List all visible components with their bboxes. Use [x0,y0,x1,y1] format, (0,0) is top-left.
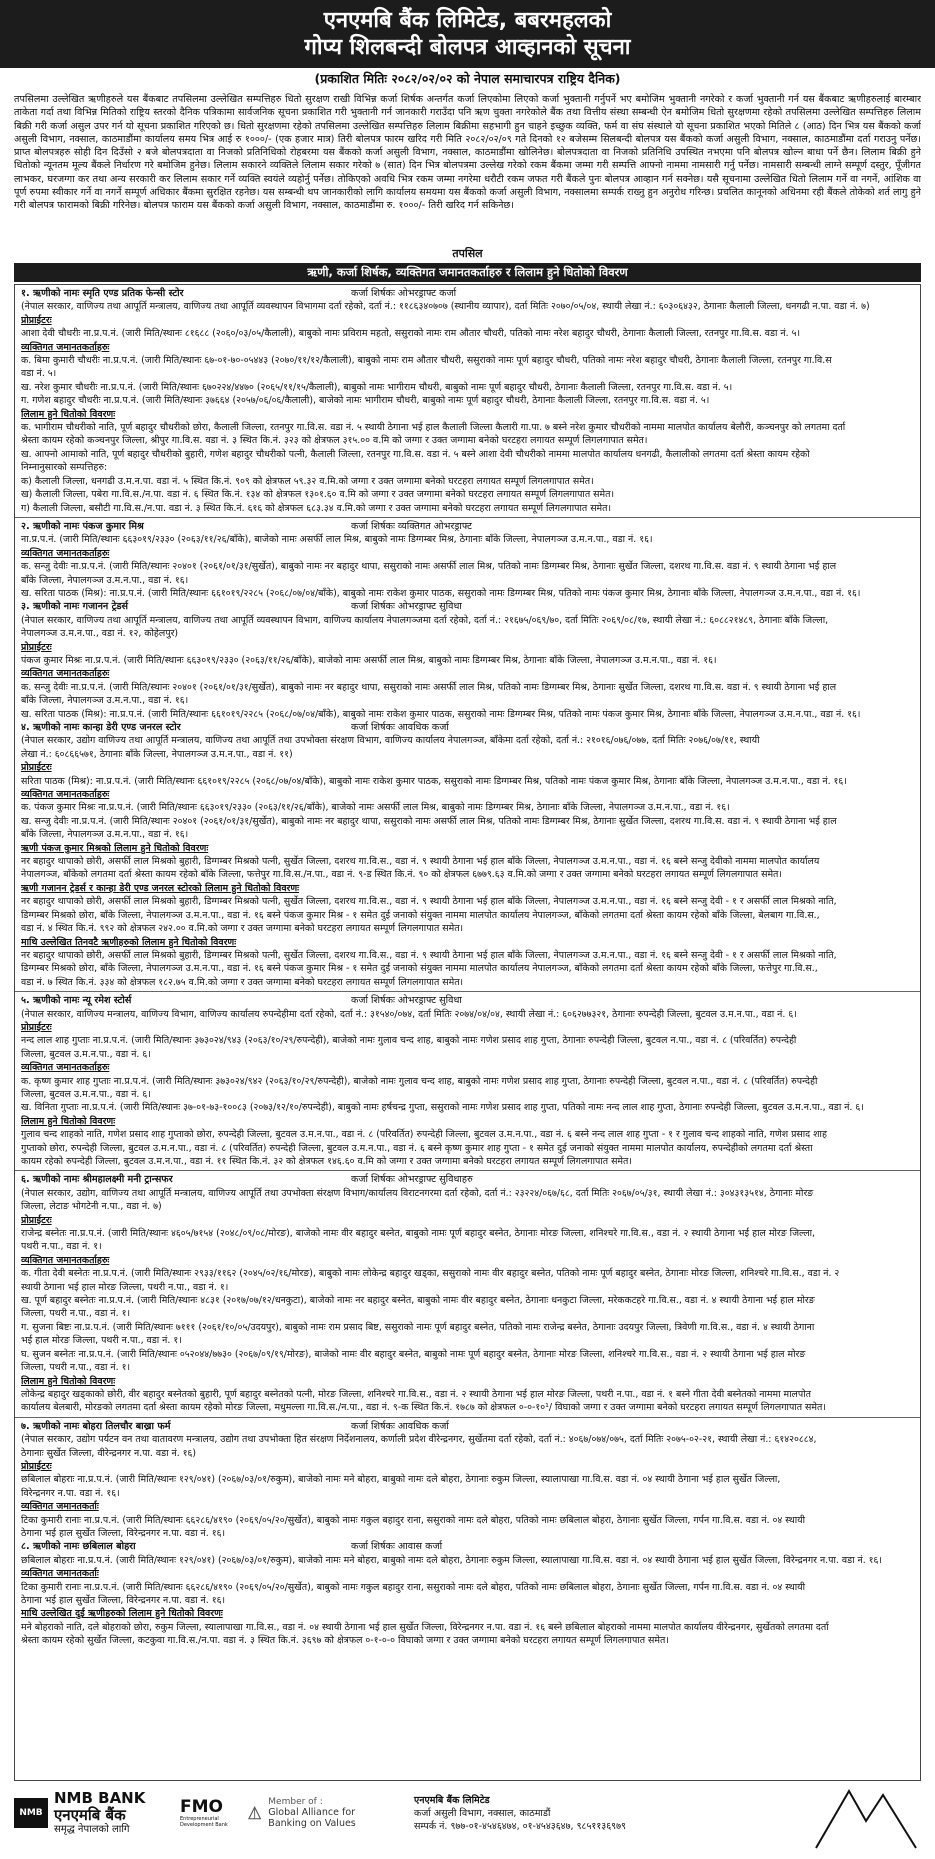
nmb-tagline: समृद्ध नेपालको लागि [54,1824,130,1835]
guarantor-line: ख. सरिता पाठक (मिश्र): ना.प्र.प.नं. (जारी मिति/स्थानः ६६१०१९/२२८५ (२०६८/०७/०४/बाँके), बाबुको नामः राकेश कुमार पाठक, ससुराको नामः डिग्गम्बर मिश्र, पतिको नामः पंकज कुमार मिश्र, ठेगानाः बाँके जिल्ला, नेपालगञ्ज उ.म.न.पा., वडा नं. १६। [21,708,861,720]
borrower-section-7-8 [15,1417,920,1650]
registration-line: लेखा नं.: ६०८६६५७१, ठेगानाः बाँके जिल्ला, नेपालगञ्ज उ.म.न.पा., वडा नं. ११) [21,748,293,760]
guarantor-line: टिका कुमारी रानाः ना.प्र.प.नं. (जारी मिति/स्थानः ६६२८६/४१९० (२०६९/०५/२०/सुर्खेत), बाबुको नामः गकुल बहादुर राना, ससुराको नामः दले बोहरा, पतिको नामः छबिलाल बोहरा, ठेगानाः सुर्खेत जिल्ला, गर्पन गा.वि.स. वडा नं. ०४ स्थायी [21,1581,806,1593]
collateral-line: मने बोहराको नाति, दले बोहराको छोरा, रुकुम जिल्ला, स्यालापाखा गा.वि.स., वडा नं. ०४ स्थायी ठेगाना भई हाल सुर्खेत जिल्ला, विरेन्द्रनगर न.पा. वडा नं. १६ बस्ने छबिलाल बोहराको नाममा मालपोत कार्यालय वीरेन्द्रनगर, सुर्खेतको लगतमा दर्ता [21,1621,829,1633]
mountain-logo-icon [811,1773,921,1853]
borrower-title-row [21,721,914,734]
guarantor-line: ग. गणेश बहादुर चौधरीः ना.प्र.प.नं. (जारी मिति/स्थानः ३७६६४ (२०५७/०६/०६/कैलाली), बाजेको नामः भागीराम चौधरी, बाबुको नामः पूर्ण बहादुर चौधरी, ठेगानाः कैलाली जिल्ला, रतनपुर गा.वि.स. वडा नं. ५। [21,395,710,407]
guarantor-label: व्यक्तिगत जमानतकर्ताः [21,1568,99,1580]
registration-line: (नेपाल सरकार, उद्योग, वाणिज्य तथा आपूर्ति मन्त्रालय, वाणिज्य आपूर्ति तथा उपभोक्ता संरक्षण विभाग/कार्यालय विराटनगरमा दर्ता रहेको, दर्ता नं.: २३२२४/०६७/६८, दर्ता मितिः २०६७/०५/३१, स्थायी लेखा नं.: ३०४३१३५१४, ठेगानाः मोरङ [21,1187,814,1199]
guarantor-line: स्थायी ठेगाना भई हाल मोरङ जिल्ला, पथरी न.पा., वडा नं. १। [21,1281,229,1293]
credit-heading: कर्जा शिर्षकः आवधिक कर्जा [351,722,449,733]
borrower-name: ३. ऋणीको नामः गजानन ट्रेडर्स [21,601,129,613]
collateral-label: माथि उल्लेखित तिनवटै ऋणीहरुको लिलाम हुने धितोको विवरणः [21,936,237,948]
collateral-line: कायम रहेको रुपन्देही जिल्ला, बुटवल उ.म.न.पा., वडा नं. ११ स्थित कि.नं. ३२ को क्षेत्रफल १४६.६० व.मि को जग्गा र उक्त जग्गामा बनेको घरटहरा लगायत सम्पूर्ण लिगलगापात समेत। [21,1156,632,1167]
guarantor-label: व्यक्तिगत जमानतकर्ताहरुः [21,341,110,353]
collateral-line: कार्यालय बेलबारी, मोरङको लगतमा दर्ता श्रेस्ता कायम रहेको मोरङ जिल्ला, मधुमल्ला गा.वि.स./न.पा., वडा नं. ९-क स्थित कि.नं. १७८७ को क्षेत्रफल ०-०-१०¹/ विघाको जग्गा र उक्त जग्गामा बनेको घरटहरा लगायत सम्पूर्ण लिगलगापात समेत। [21,1402,826,1414]
registration-line: नेपालगञ्ज उ.म.न.पा., वडा नं. १२, कोहेलपुर) [21,628,179,640]
guarantor-label: व्यक्तिगत जमानतकर्ताहरुः [21,1254,110,1266]
nmb-name-np: एनएमबि बैंक [54,1806,126,1824]
collateral-line: श्रेस्ता कायम रहेको सुर्खेत जिल्ला, कटकुवा गा.वि.स./न.पा. वडा नं. ३ स्थित कि.नं. ३६९७ को क्षेत्रफल ०-१-०-० विघाको जग्गा र उक्त जग्गामा बनेको घरटहरा लगायत सम्पूर्ण लिगलगापात समेत। [21,1635,669,1647]
table-heading-bar: ऋणी, कर्जा शिर्षक, व्यक्तिगत जमानतकर्ताहरु र लिलाम हुने धितोको विवरण [14,263,921,282]
borrower-title-row [21,287,914,300]
guarantor-line: जिल्ला, पथरी न.पा., वडा नं. १। [21,1308,131,1320]
registration-line: (नेपाल सरकार, वाणिज्य मन्त्रालय, वाणिज्य विभाग, वाणिज्य कार्यालय रुपन्देहीमा दर्ता रहेको, दर्ता नं.: ३१५४०/०७४, दर्ता मितिः २०७४/०४/०४, स्थायी लेखा नं.: ६०६२७७३२१, ठेगानाः रुपन्देही जिल्ला, बुटवल उ.म.न.पा., वडा नं. ६। [21,1008,797,1020]
collateral-line: ग) कैलाली जिल्ला, बसौटी गा.वि.स./न.पा. वडा नं. ३ स्थित कि.नं. ६१६ को क्षेत्रफल ६८३.३४ व.मि.को जग्गा र उक्त जग्गामा बनेको घरटहरा लगायत सम्पूर्ण लिगलगापात समेत। [21,502,612,514]
collateral-line: वडा नं. ४ स्थित कि.नं. ९९२ को क्षेत्रफल २४२.०० व.मि.को जग्गा र उक्त जग्गामा बनेको घरटहरा लगायत सम्पूर्ण लिगलगापात समेत। [21,923,464,935]
fmo-logo [180,1798,240,1828]
proprietor-label: प्रोप्राईटरः [21,1021,52,1033]
borrower-table [14,284,921,1781]
borrower-title-row [21,994,914,1007]
footer [0,1767,935,1859]
gabv-membership [246,1797,396,1829]
borrower-title-row [21,600,914,613]
borrower-name: ६. ऋणीको नामः श्रीमहालक्ष्मी मनी ट्रान्सफर [21,1174,173,1186]
member-of-label: Member of : [268,1797,323,1807]
guarantor-line: भई हाल मोरङ जिल्ला, पथरी न.पा., वडा नं. १। [21,1335,182,1347]
collateral-line: नेपालगञ्ज, बाँकेको लगतमा दर्ता श्रेस्ता कायम रहेको बाँके जिल्ला, फत्तेपुर गा.वि.स./न.पा., वडा नं. ९-ड स्थित कि.नं. ९० को क्षेत्रफल ६७७९.६३ व.मि.को जग्गा र उक्त जग्गामा बनेको घरटहरा लगायत सम्पूर्ण लिगलगापात समेत। [21,869,782,881]
credit-heading: कर्जा शिर्षकः आवास कर्जा [351,1541,443,1553]
credit-heading: कर्जा शिर्षकः ओभरड्राफ्ट सुविधा [351,995,462,1007]
collateral-line: श्रेस्ता कायम रहेको कञ्चनपुर जिल्ला, श्रीपुर गा.वि.स. वडा नं. ३ स्थित कि.नं. ३२३ को क्षेत्रफल ३१५.०० व.मि को जग्गा र उक्त जग्गामा बनेको घरटहरा लगायत सम्पूर्ण लिगलगापात समेत। [21,435,648,447]
guarantor-label: व्यक्तिगत जमानतकर्ताः [21,1501,99,1513]
borrower-section-2-4 [15,517,920,991]
collateral-line: नर बहादुर थापाको छोरी, असर्फी लाल मिश्रको बुहारी, डिग्गम्बर मिश्रको पत्नी, सुर्खेत जिल्ला, दशरथ गा.वि.स., वडा नं. ९ स्थायी ठेगाना भई हाल बाँके जिल्ला, नेपालगञ्ज उ.म.न.पा., वडा नं. १६ बस्ने सन्जु देवी - १ र असर्फी लाल मिश्रको नाति, [21,949,837,961]
proprietor-line: पथरी न.पा., वडा नं. १। [21,1241,102,1253]
credit-heading: कर्जा शिर्षकः ओभरड्राफ्ट सुविधा [351,601,462,613]
collateral-line: वडा नं. ७ स्थित कि.नं. ३३४ को क्षेत्रफल १८२.७५ व.मि.को जग्गा र उक्त जग्गामा बनेको घरटहरा लगायत सम्पूर्ण लिगलगापात समेत। [21,976,464,988]
collateral-line: निम्नानुसारको सम्पत्तिहरु: [21,462,108,474]
proprietor-label: प्रोप्राईटरः [21,641,52,653]
collateral-line: क. भागीराम चौधरीको नाति, पूर्ण बहादुर चौधरीको छोरा, कैलाली जिल्ला, रतनपुर गा.वि.स. वडा नं. ५ स्थायी ठेगाना भई हाल कैलाली जिल्ला कैलारी गा.पा. ७ बस्ने नरेश कुमार चौधरीको नाममा मालपोत कार्यालय बेलौरी, कञ्चनपुर को लगतमा दर्ता [21,422,846,434]
guarantor-line: ख. पूर्ण बहादुर बस्नेतः ना.प्र.प.नं. (जारी मिति/स्थानः ४८३१ (२०१७/०७/१२/धनकुटा), बाजेको नामः नर बहादुर बस्नेत, बाबुको नामः वीर बहादुर बस्नेत, ठेगानाः धनकुटा जिल्ला, मरेककटहरे गा.वि.स., वडा नं. ४ स्थायी ठेगाना भई हाल मोरङ [21,1295,815,1307]
guarantor-line: क. कृष्ण कुमार शाह गुप्ताः ना.प्र.प.नं. (जारी मिति/स्थानः ३७३०२४/९४२ (२०६३/१०/२९/रुपन्देही), बाजेको नामः गुलाव चन्द शाह, बाबुको नामः गणेश प्रसाद शाह गुप्ता, ठेगानाः रुपन्देही जिल्ला, बुटवल न.पा., वडा नं. ८ (परिवर्तित) रुपन्देही [21,1075,818,1087]
gabv-leaf-icon [246,1801,263,1825]
borrower-title-row [21,1420,914,1433]
guarantor-label: व्यक्तिगत जमानतकर्ताहरुः [21,668,110,680]
credit-heading: कर्जा शिर्षकः व्यक्तिगत ओभरड्राफ्ट [351,520,472,532]
guarantor-line: ख. सन्जु देवीः ना.प्र.प.नं. (जारी मिति/स्थानः २०४०१ (२०६१/०१/३१/सुर्खेत), बाबुको नामः नर बहादुर थापा, ससुराको नामः असर्फी लाल मिश्र, पतिको नामः डिग्गम्बर मिश्र, ठेगानाः सुर्खेत जिल्ला, दशरथ गा.वि.स. वडा नं. ९ स्थायी ठेगाना भई हाल [21,815,837,827]
guarantor-line: वडा नं. ५। [21,368,57,380]
guarantor-line: बाँके जिल्ला, नेपालगञ्ज उ.म.न.पा., वडा नं. १६। [21,695,189,707]
fmo-subtitle: Entrepreneurial Development Bank [180,1816,228,1828]
proprietor-line: नन्द लाल शाह गुप्ताः ना.प्र.प.नं. (जारी मिति/स्थानः ३७३०२४/९४३ (२०६३/१०/२९/रुपन्देही), बाजेको नामः गुलाव चन्द शाह, बाबुको नामः गणेश प्रसाद शाह गुप्ता, ठेगानाः रुपन्देही जिल्ला, बुटवल न.पा., वडा नं. ८ (परिवर्तित) रुपन्देही [21,1035,797,1047]
title-line-2: गोप्य शिलबन्दी बोलपत्र आव्हानको सूचना [304,35,631,60]
borrower-section-6 [15,1170,920,1416]
proprietor-line: जिल्ला, बुटवल उ.म.न.पा., वडा नं. ६। [21,1048,151,1060]
credit-heading: कर्जा शिर्षकः ओभरड्राफ्ट कर्जा [351,288,457,299]
collateral-line: नर बहादुर थापाको छोरी, असर्फी लाल मिश्रको बुहारी, डिग्गम्बर मिश्रको पत्नी, सुर्खेत जिल्ला, दशरथ गा.वि.स., वडा नं. ९ स्थायी ठेगाना भई हाल बाँके जिल्ला, नेपालगञ्ज उ.म.न.पा., वडा नं. १६ बस्ने सन्जु देवीको नाममा मालपोत कार्यालय [21,856,820,868]
registration-line: जिल्ला, लेटाङ भोगटेनी न.पा., वडा नं. ७) [21,1201,162,1213]
proprietor-line: सरिता पाठक (मिश्र): ना.प्र.प.नं. (जारी मिति/स्थानः ६६१०१९/२२८५ (२०६८/०७/०४/बाँके), बाबुको नामः राकेश कुमार पाठक, ससुराको नामः डिग्गम्बर मिश्र, पतिको नामः पंकज कुमार मिश्र, ठेगानाः बाँके जिल्ला, नेपालगञ्ज उ.म.न.पा., वडा नं. १६। [21,775,847,787]
guarantor-line: क. सन्जु देवीः ना.प्र.प.नं. (जारी मिति/स्थानः २०४०१ (२०६१/०१/३१/सुर्खेत), बाबुको नामः नर बहादुर थापा, ससुराको नामः असर्फी लाल मिश्र, पतिको नामः डिग्गम्बर मिश्र, ठेगानाः सुर्खेत जिल्ला, दशरथ गा.वि.स. वडा नं. ९ स्थायी ठेगाना भई हाल [21,561,837,573]
guarantor-label: व्यक्तिगत जमानतकर्ताहरुः [21,789,110,801]
proprietor-line: पंकज कुमार मिश्रः ना.प्र.प.नं. (जारी मिति/स्थानः ६६३०१९/२३३० (२०६३/११/२६/बाँके), बाजेको नामः असर्फी लाल मिश्र, बाबुको नामः डिग्गम्बर मिश्र, ठेगानाः बाँके जिल्ला, नेपालगञ्ज उ.म.न.पा., वडा नं. १६। [21,654,717,666]
guarantor-label: व्यक्तिगत जमानतकर्ताहरुः [21,547,110,559]
proprietor-line: विरेन्द्रनगर न.पा. वडा नं. १६। [21,1487,120,1499]
borrower-section-1 [15,285,920,517]
guarantor-line: जिल्ला, पथरी न.पा., वडा नं. १। [21,1362,131,1374]
gabv-name: Global Alliance for Banking on Values [268,1807,356,1829]
credit-heading: कर्जा शिर्षकः आवधिक कर्जा [351,1420,449,1432]
proprietor-label: प्रोप्राईटरः [21,762,52,774]
nmb-brand [14,1790,174,1836]
guarantor-line: बाँके जिल्ला, नेपालगञ्ज उ.म.न.पा., वडा नं. १६। [21,574,189,586]
collateral-line: गुप्ताको छोरा, रुपन्देही जिल्ला, बुटवल उ.म.न.पा., वडा नं. ८ (परिवर्तित) रुपन्देही जिल्ला, बुटवल उ.म.न.पा., वडा नं. ६ बस्ने कृष्ण कुमार शाह गुप्ता - १ समेत दुई जनाको संयुक्त नाममा मालपोत कार्यालय, रुपन्देहीको लगतमा दर्ता श्रेस्ता [21,1142,813,1154]
guarantor-line: ख. विनिता गुप्ताः ना.प्र.प.नं. (जारी मिति/स्थानः ३७-०१-७३-१००८३ (२०७३/१२/१०/रुपन्देही), बाबुको नामः हर्षचन्द्र गुप्ता, ससुराको नामः गणेश प्रसाद शाह गुप्ता, पतिको नामः नन्द लाल शाह गुप्ता, ठेगानाः रुपन्देही जिल्ला, बुटवल उ.म.न.पा., वडा नं. ६। [21,1102,864,1114]
borrower-id-line: छबिलाल बोहराः ना.प्र.प.नं. (जारी मिति/स्थानः १२९/०४१) (२०६७/०३/०१/रुकुम), बाजेको नामः मने बोहरा, बाबुको नामः दले बोहरा, ठेगानाः रुकुम जिल्ला, स्यालापाखा गा.वि.स. वडा नं. ०४ स्थायी ठेगाना भई हाल सुर्खेत जिल्ला, विरेन्द्रनगर न.पा. वडा नं. १६। [21,1554,882,1566]
guarantor-line: ख. सरिता पाठक (मिश्र): ना.प्र.प.नं. (जारी मिति/स्थानः ६६१०१९/२२८५ (२०६८/०७/०४/बाँके), बाबुको नामः राकेश कुमार पाठक, ससुराको नामः डिग्गम्बर मिश्र, पतिको नामः पंकज कुमार मिश्र, ठेगानाः बाँके जिल्ला, नेपालगञ्ज उ.म.न.पा., वडा नं. १६। [21,587,861,599]
borrower-name: ५. ऋणीको नामः न्यू रमेश स्टोर्स [21,995,132,1007]
contact-block [414,1794,704,1833]
borrower-title-row [21,1540,914,1553]
contact-phone: सम्पर्क नं. ९७७-०१-४५४६४७४, ०१-४५४३६४७, ९८५११३६९७९ [414,1820,626,1832]
collateral-line: क) कैलाली जिल्ला, धनगढी उ.म.न.पा. वडा नं. ५ स्थित कि.नं. ९०९ को क्षेत्रफल ५९.३२ व.मि.को जग्गा र उक्त जग्गामा बनेको घरटहरा लगायत सम्पूर्ण लिगलगापात समेत। [21,475,594,487]
proprietor-label: प्रोप्राईटरः [21,314,52,326]
guarantor-line: जिल्ला, बुटवल उ.म.न.पा., वडा नं. ६। [21,1088,151,1100]
registration-line: (नेपाल सरकार, उद्योग पर्यटन वन तथा वातावरण मन्त्रालय, उद्योग तथा उपभोक्ता हित संरक्षण निर्देशनालय, कर्णाली प्रदेश वीरेन्द्रनगर, सुर्खेतमा दर्ता रहेको, दर्ता नं.: ४०६७/०७४/०७५, दर्ता मितिः २०७५-०२-२१, स्थायी लेखा नं.: ६१४२०८८४, [21,1434,817,1446]
contact-department: कर्जा असुली विभाग, नक्साल, काठमाडौं [414,1807,551,1819]
collateral-line: ख) कैलाली जिल्ला, पबेरा गा.वि.स./न.पा. वडा नं. ६ स्थित कि.नं. १३४ को क्षेत्रफल १३०१.६० व.मि को जग्गा र उक्त जग्गामा बनेको घरटहरा लगायत सम्पूर्ण लिगलगापात समेत। [21,489,614,501]
title-line-1: एनएमबि बैंक लिमिटेड, बबरमहलको [323,8,612,33]
guarantor-line: घ. सुजन बस्नेतः ना.प्र.प.नं. (जारी मिति/स्थानः ०५२०४४/७७३० (२०६७/०९/१९/मोरङ), बाजेको नामः वीर बहादुर बस्नेत, बाबुको नामः पूर्ण बहादुर बस्नेत, ठेगानाः मोरङ जिल्ला, शनिश्चरे गा.वि.स., वडा नं. २ स्थायी ठेगाना भई हाल मोरङ [21,1348,806,1360]
guarantor-line: ठेगाना भई हाल सुर्खेत जिल्ला, विरेन्द्रनगर न.पा. वडा नं. १६। [21,1595,226,1606]
proprietor-line: राजेन्द्र बस्नेतः ना.प्र.प.नं. (जारी मिति/स्थानः ४६०५/७१५४ (२०४८/०९/०८/मोरङ), बाजेको नामः वीर बहादुर बस्नेत, बाबुको नामः पूर्ण बहादुर बस्नेत, ठेगानाः मोरङ जिल्ला, शनिश्चरे गा.वि.स., वडा नं. २ स्थायी ठेगाना भई हाल मोरङ जिल्ला, [21,1228,816,1240]
collateral-label: लिलाम हुने धितोको विवरणः [21,1115,116,1127]
proprietor-label: प्रोप्राईटरः [21,1214,52,1226]
registration-line: (नेपाल सरकार, उद्योग वाणिज्य तथा आपूर्ति मन्त्रालय, वाणिज्य तथा आपूर्ति तथा उपभोक्ता संरक्षण विभाग, वाणिज्य कार्यालय नेपालगञ्ज, बाँकेमा दर्ता रहेको, दर्ता नं.: २१०१६/०७६/०७७, दर्ता मितिः २०७६/०७/११, स्थायी [21,735,760,747]
collateral-label: लिलाम हुने धितोको विवरणः [21,1375,116,1387]
guarantor-line: क. सन्जु देवीः ना.प्र.प.नं. (जारी मिति/स्थानः २०४०१ (२०६१/०१/३१/सुर्खेत), बाबुको नामः नर बहादुर थापा, ससुराको नामः असर्फी लाल मिश्र, पतिको नामः डिग्गम्बर मिश्र, ठेगानाः सुर्खेत जिल्ला, दशरथ गा.वि.स. वडा नं. ९ स्थायी ठेगाना भई हाल [21,681,837,693]
guarantor-line: क. गीता देवी बस्नेतः ना.प्र.प.नं. (जारी मिति/स्थानः २९३३/११६२ (२०४५/०२/१६/मोरङ), बाबुको नामः लोकेन्द्र बहादुर खड्का, ससुराको नामः वीर बहादुर बस्नेत, पतिको नामः पूर्ण बहादुर बस्नेत, ठेगानाः मोरङ जिल्ला, शनिश्चरे गा.वि.स., वडा नं. २ [21,1268,840,1280]
tapsil-heading: तपसिल [452,247,483,260]
guarantor-line: ग. सुजना बिष्टः ना.प्र.प.नं. (जारी मिति/स्थानः ७१११ (२०६१/१०/०५/उदयपुर), बाबुको नामः राम प्रसाद बिष्ट, ससुराको नामः पूर्ण बहादुर बस्नेत, पतिको नामः राजेन्द्र बस्नेत, ठेगानाः उदयपुर जिल्ला, त्रिवेणी गा.वि.स., वडा नं. ४ स्थायी ठेगाना [21,1321,815,1333]
publication-subtitle: (प्रकाशित मितिः २०८२/०२/०२ को नेपाल समाचारपत्र राष्ट्रिय दैनिक) [314,71,621,86]
intro-paragraph: तपसिलमा उल्लेखित ऋणीहरुले यस बैंकबाट तपसिलमा उल्लेखित सम्पत्तिहरु धितो सुरक्षण राखी विभिन्न कर्जा शिर्षक अन्तर्गत कर्जा लिएकोमा लिएको कर्जा भुक्तानी गर्नुपर्ने भए बमोजिम भुक्तानी नगरेको र कर्जा भुक्तानी गर्न यस बैंकबाट ऋणीहरुलाई बारम्बार ताकेता गर्दा तथा विभिन्न मितिको राष्ट्रिय स्तरको दैनिक पत्रिकामा सार्वजनिक सूचना प्रकाशित गरी भुक्तानी गर्न जानकारी गराउँदा पनि ऋण चुक्ता नगरेकोले बैंक तथा वित्तीय संस्था सम्बन्धी ऐन बमोजिम धितो सुरक्षणमा रहेको तपसिलमा उल्लेखित सम्पत्तिहरु लिलाम बिक्री गरी कर्जा असुल उपर गर्न यो सूचना प्रकाशित गरिएको छ। धितो सुरक्षणमा रहेको तपसिलमा उल्लेखित सम्पत्तिहरु लिलाम बिक्रीमा सहभागी हुन चाहने इच्छुक व्यक्ति, फर्म वा संघ संस्थाले यो सूचना प्रकाशित भएको मितिले ८ (आठ) दिन भित्र यस बैंकको कर्जा असुली विभाग, नक्साल, काठमाडौंमा कार्यालय समय भित्र आई रु १०००/- (एक हजार मात्र) तिरी बोलपत्र फारम खरिद गरी मिति २०८२/०२/०९ गते दिनको १२ बजेसम्म सिलबन्दी बोलपत्र यस बैंकको कर्जा असुली विभाग, नक्साल, काठमाडौंमा दर्ता गराउनु पर्नेछ। प्राप्त बोलपत्रहरु सोही दिन दिउँसो २ बजे बोलपत्रदाता वा निजको प्रतिनिधिको रोहबरमा यस बैंकको कर्जा असुली विभाग, नक्साल, काठमाडौंमा खोलिनेछ। बोलपत्रदाता वा निजको प्रतिनिधि उपस्थित नभएमा पनि बोलपत्र खोल्न बाधा पर्ने छैन। लिलाम बिक्री हुने धितोको न्यूनतम मूल्य बैंकले निर्धारण गरे बमोजिम हुनेछ। लिलाम सकारने व्यक्तिले लिलाम सकार गरेको ७ (सात) दिन भित्र बोलपत्रमा उल्लेख गरेको रकम बैंकमा जम्मा गरी सम्पत्ति आफ्नो नाममा नामसारी गर्नु पर्नेछ। नामसारी सम्बन्धी लाग्ने सम्पूर्ण दस्तुर, पूँजीगत लाभकर, घरजग्गा कर तथा अन्य सरकारी कर लिलाम सकार गर्ने व्यक्ति स्वयंले व्यहोर्नु पर्नेछ। तोकिएको अवधि भित्र रकम जम्मा नगरेमा धरौटी रकम जफत गरी बैंकले पुनः बोलपत्र आव्हान गर्न सक्नेछ। यसै सूचनामा उल्लेखित धितो लिलाम गर्ने वा नगर्ने, आंशिक वा पूर्ण रुपमा स्वीकार गर्ने वा नगर्ने सम्पूर्ण अधिकार बैंकमा सुरक्षित रहनेछ। यस सम्बन्धी थप जानकारीको लागि कार्यालय समयमा यस बैंकको कर्जा असुली विभाग, नक्सालमा सम्पर्क राख्नु हुन अनुरोध गरिन्छ। प्रचलित कानूनको अधिनमा रही बैंकले तोकेको शर्त लागु हुने गरी बोलपत्र फारामको बिक्री गरिनेछ। बोलपत्र फाराम यस बैंकको कर्जा असुली विभाग, नक्साल, काठमाडौंमा रु. १०००/- तिरी खरिद गर्न सकिनेछ। [14,94,921,212]
borrower-name: १. ऋणीको नामः स्मृति एण्ड प्रतिक फेन्सी स्टोर [21,288,184,299]
collateral-label: लिलाम हुने धितोको विवरणः [21,408,116,420]
guarantor-line: क. पंकज कुमार मिश्रः ना.प्र.प.नं. (जारी मिति/स्थानः ६६३०१९/२३३० (२०६३/११/२६/बाँके), बाजेको नामः असर्फी लाल मिश्र, बाबुको नामः डिग्गम्बर मिश्र, ठेगानाः बाँके जिल्ला, नेपालगञ्ज उ.म.न.पा., वडा नं. १६। [21,802,730,814]
borrower-section-5 [15,991,920,1170]
guarantor-line: क. बिमा कुमारी चौधरीः ना.प्र.प.नं. (जारी मिति/स्थानः ६७-०१-७०-०५४४३ (२०७०/११/१२/कैलाली), बाबुको नामः राम औतार चौधरी, ससुराको नामः पूर्ण बहादुर चौधरी, पतिको नामः नरेश बहादुर चौधरी, ठेगानाः कैलाली जिल्ला, रतनपुर गा.वि.स [21,355,832,367]
borrower-title-row [21,1173,914,1186]
guarantor-line: ठेगाना भई हाल सुर्खेत जिल्ला, विरेन्द्रनगर न.पा. वडा नं. १६। [21,1527,226,1539]
borrower-title-row [21,520,914,533]
proprietor-line: आशा देवी चौधरीः ना.प्र.प.नं. (जारी मिति/स्थानः ८१६८८ (२०६०/०३/०५/कैलाली), बाबुको नामः प्रविराम महतो, ससुराको नामः राम औतार चौधरी, पतिको नामः नरेश बहादुर चौधरी, ठेगानाः कैलाली जिल्ला, रतनपुर गा.वि.स. वडा नं. ५। [21,328,801,340]
credit-heading: कर्जा शिर्षकः ओभरड्राफ्ट सुविधाहरु [351,1174,473,1186]
header-banner [0,0,935,68]
borrower-name: ७. ऋणीको नामः बोहरा तिलचौर बाख्रा फर्म [21,1420,171,1432]
proprietor-label: प्रोप्राईटरः [21,1460,52,1472]
collateral-line: लोकेन्द्र बहादुर खड्काको छोरी, वीर बहादुर बस्नेतको बुहारी, पूर्ण बहादुर बस्नेतको पत्नी, मोरङ जिल्ला, शनिश्चरे गा.वि.स., वडा नं. २ स्थायी ठेगाना भई हाल मोरङ जिल्ला, पथरी न.पा., वडा नं. १ बस्ने गीता देवी बस्नेतको नाममा मालपोत [21,1388,811,1400]
collateral-label: ऋणी पंकज कुमार मिश्रको लिलाम हुने धितोको विवरणः [21,842,209,854]
collateral-label: ऋणी गजानन ट्रेडर्स र कान्हा डेरी एण्ड जनरल स्टोरको लिलाम हुने धितोको विवरणः [21,882,300,894]
borrower-name: ८. ऋणीको नामः छबिलाल बोहरा [21,1541,136,1553]
nmb-logo-icon: NMB [14,1798,48,1828]
registration-line: (नेपाल सरकार, वाणिज्य तथा आपूर्ति मन्त्रालय, वाणिज्य तथा आपूर्ति व्यवस्थापन विभाग, वाणिज्य कार्यालय नेपालगञ्जमा दर्ता रहेको, दर्ता नं.: २१६७५/०६९/७०, दर्ता मितिः २०६९/०८/१७, स्थायी लेखा नं.: ६०८८२१४८९, ठेगानाः बाँके जिल्ला, [21,614,829,626]
borrower-name: २. ऋणीको नामः पंकज कुमार मिश्र [21,520,144,532]
collateral-line: ख. आफ्नो आमाको नाति, पूर्ण बहादुर चौधरीको बुहारी, गणेश बहादुर चौधरीको पत्नी, कैलाली जिल्ला, रतनपुर गा.वि.स. वडा नं. ५ बस्ने आशा देवी चौधरीको नाममा मालपोत कार्यालय धनगढी, कैलालीको लगतमा दर्ता श्रेस्ता कायम रहेको [21,448,810,460]
guarantor-line: ख. नरेश कुमार चौधरीः ना.प्र.प.नं. (जारी मिति/स्थानः ६७०२२४/४४७० (२०६५/११/१५/कैलाली), बाबुको नामः भागीराम चौधरी, बाबुको नामः पूर्ण बहादुर चौधरी, ठेगानाः कैलाली जिल्ला, रतनपुर गा.वि.स. वडा नं. ५। [21,381,733,393]
collateral-line: गुलाव चन्द शाहको नाति, गणेश प्रसाद शाह गुप्ताको छोरा, रुपन्देही जिल्ला, बुटवल उ.म.न.पा., वडा नं. ८ (परिवर्तित) रुपन्देही जिल्ला, बुटवल उ.म.न.पा., वडा नं. ६ बस्ने नन्द लाल शाह गुप्ता - १ र गुलाव चन्द शाहको नाति, गणेश प्रसाद शाह [21,1129,827,1141]
collateral-line: डिग्गम्बर मिश्रको छोरा, बाँके जिल्ला, नेपालगञ्ज उ.म.न.पा., वडा नं. १६ बस्ने पंकज कुमार मिश्र - १ समेत दुई जनाको संयुक्त नाममा मालपोत कार्यालय नेपालगञ्ज, बाँकेको लगतमा दर्ता श्रेस्ता कायम रहेको बाँके जिल्ला, बेलबाग गा.वि.स., [21,909,820,921]
collateral-line: डिग्गम्बर मिश्रको छोरा, बाँके जिल्ला, नेपालगञ्ज उ.म.न.पा., वडा नं. १६ बस्ने पंकज कुमार मिश्र - १ समेत दुई जनाको संयुक्त नाममा मालपोत कार्यालय नेपालगञ्ज, बाँकेको लगतमा दर्ता श्रेस्ता कायम रहेको बाँके जिल्ला, फत्तेपुर गा.वि.स., [21,963,818,975]
borrower-id-line: ना.प्र.प.नं. (जारी मिति/स्थानः ६६३०१९/२३३० (२०६३/११/२६/बाँके), बाजेको नामः असर्फी लाल मिश्र, बाबुको नामः डिग्गम्बर मिश्र, ठेगानाः बाँके जिल्ला, नेपालगञ्ज उ.म.न.पा., वडा नं. १६। [21,534,653,546]
proprietor-line: छबिलाल बोहराः ना.प्र.प.नं. (जारी मिति/स्थानः १२९/०४१) (२०६७/०३/०१/रुकुम), बाजेको नामः मने बोहरा, बाबुको नामः दले बोहरा, ठेगानाः रुकुम जिल्ला, स्यालापाखा गा.वि.स. वडा नं. ०४ स्थायी ठेगाना भई हाल सुर्खेत जिल्ला, [21,1474,781,1486]
nmb-name-en: NMB BANK [54,1789,146,1807]
guarantor-label: व्यक्तिगत जमानतकर्ताहरुः [21,1062,110,1074]
fmo-name: FMO [180,1797,223,1817]
registration-line: (नेपाल सरकार, वाणिज्य तथा आपूर्ति मन्त्रालय, वाणिज्य तथा आपूर्ति व्यवस्थापन विभागमा दर्ता रहेको, दर्ता नं.: ११८६३४०७०७ (स्थानीय व्यापार), दर्ता मितिः २०७०/०५/०४, स्थायी लेखा नं.: ६०३०६४३२, ठेगानाः कैलाली जिल्ला, धनगढी न.पा. वडा नं. ७) [21,301,870,313]
contact-bank: एनएमबि बैंक लिमिटेड [414,1794,490,1806]
registration-line: ठेगानाः सुर्खेत जिल्ला, वीरेन्द्रनगर न.पा. वडा नं. १६) [21,1447,197,1459]
collateral-line: नर बहादुर थापाको छोरी, असर्फी लाल मिश्रको बुहारी, डिग्गम्बर मिश्रको पत्नी, सुर्खेत जिल्ला, दशरथ गा.वि.स., वडा नं. ९ स्थायी ठेगाना भई हाल बाँके जिल्ला, नेपालगञ्ज उ.म.न.पा., वडा नं. १६ बस्ने सन्जु देवी - १ र असर्फी लाल मिश्रको नाति, [21,896,837,908]
borrower-name: ४. ऋणीको नामः कान्हा डेरी एण्ड जनरल स्टोर [21,722,181,733]
guarantor-line: टिका कुमारी रानाः ना.प्र.प.नं. (जारी मिति/स्थानः ६६२८६/४१९० (२०६९/०५/२०/सुर्खेत), बाबुको नामः गकुल बहादुर राना, ससुराको नामः दले बोहरा, पतिको नामः छबिलाल बोहरा, ठेगानाः सुर्खेत जिल्ला, गर्पन गा.वि.स. वडा नं. ०४ स्थायी [21,1514,806,1526]
guarantor-line: बाँके जिल्ला, नेपालगञ्ज उ.म.न.पा., वडा नं. १६। [21,829,189,841]
collateral-label: माथि उल्लेखित दुई ऋणीहरुको लिलाम हुने धितोको विवरणः [21,1608,223,1620]
